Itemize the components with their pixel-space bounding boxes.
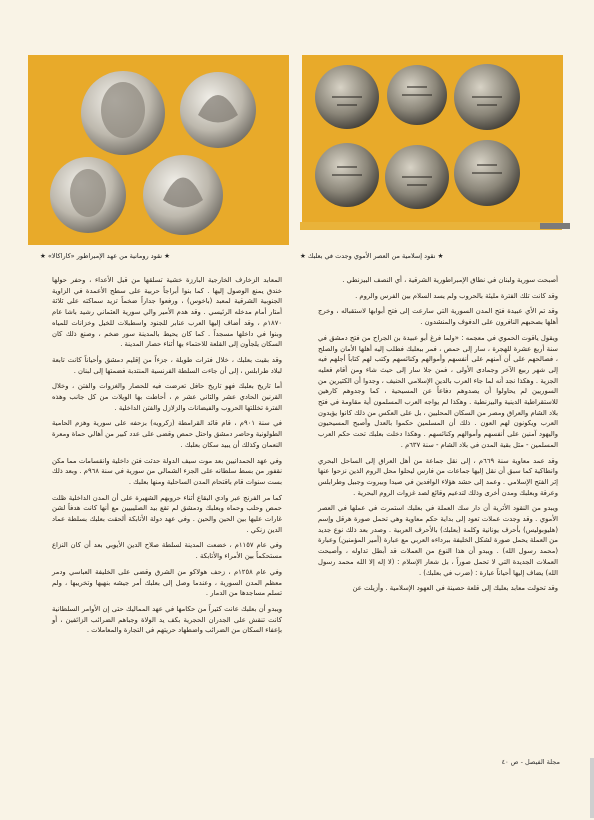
decorative-strip [300,222,562,230]
paragraph: المعابد الزخارف الخارجية البارزة خشية تسلقها من قبل الأعداء ، وحفر حولها خندق يمنع الوصول إليها . كما بنوا أبراجاً حربية على سطح الأعمدة في الزاوية الجنوبية الشرقية لمعبد (باخوس) ، ورفعوا جداراً ضخماً تزيد سماكته على ثلاثة أمتار أمام مدخله الرئيسي . وقد هدم الأمير والي سورية العثماني رشيد باشا عام ١٨٧٠م ، وقد أضاف إليها العرب عنابر للجنود واسطبلات للخيل وخزانات للمياه وبنوا في داخلها مسجداً . كما كان يحيط بالمدينة سور ضخم ، وصنع ذلك كان السكان يلجأون إلى القلعة للاحتماء بها أثناء حصار المدينة . [52,276,282,349]
left-column [52,275,282,641]
paragraph: وقد عمد معاوية سنة ٦٦٩م ، إلى نقل جماعة من أهل العراق إلى الساحل البحري وانطاكية كما سبق أن نقل إليها جماعات من فارس ليحلوا محل الروم الذين نزحوا عنها إثر الفتح الإسلامي . وعمد إلى حشد هؤلاء الوافدين في صيدا وبيروت وجبيل وطرابلس وعرقة وبعلبك ومدن أخرى وذلك لتدعيم وقائع لصد غزوات الروم البحرية . [318,456,558,497]
page-footer: مجلة الفيصل - ص ٤٠ [501,758,560,766]
edge-strip [590,758,594,818]
paragraph: أصبحت سورية ولبنان في نطاق الإمبراطورية الشرقية ، أي النصف البيزنطي . [342,276,558,284]
roman-coins-photo [28,55,289,245]
paragraph: كما مر الفرنج عبر وادي البقاع أثناء حروبهم الشهيرة على أن المدن الداخلية ظلت حمص وحلب وحماه وبعلبك ودمشق لم تقع بيد الصليبيين مع أنها كانت هدفاً لشن غارات عليها بين الحين والحين . وفي عهد دولة الأتابكة ألحقت بعلبك بسلطة عماد الدين زنكي . [52,493,282,534]
paragraph: وفي عام ١١٥٧م ، خضعت المدينة لسلطة صلاح الدين الأيوبي بعد أن كان النزاع مستحكماً بين الأمراء والأتابكة . [52,541,282,561]
paragraph: وقد كانت تلك الفترة مليئة بالحروب ولم يسد السلام بين الفرس والروم . [355,291,558,300]
decorative-strip-end [540,223,570,229]
paragraph: وقد تم الأي عبيدة فتح المدن السورية التي سارعت إلى فتح أبوابها لاستقباله ، وخرج أهلها بصحبهم النافرون على الدفوف والمنشدون . [318,307,558,327]
coins-image [302,55,563,223]
paragraph: ويقول ياقوت الحموي في معجمه : «ولما فرغ أبو عبيدة بن الجراح من فتح دمشق في سنة أربع عشرة للهجرة ، سار إلى حمص ، فمر ببعلبك فطلب إليه أهلها الأمان والصلح ، فصالحهم على أن آمنهم على أنفسهم وأموالهم وكنائسهم وكتب لهم كتاباً أجلهم فيه إلى شهر ربيع الآخر وجمادى الأولى ، فمن جلا سار إلى حيث شاء ومن أقام فعليه الجزية . وهكذا نجد أنه لما جاء العرب بالدين الإسلامي الحنيف ، وجدوا أن الكثيرين من السوريين لم يحاولوا أن يصدوهم دفاعاً عن المسيحية ، كما وجدوهم كارهين للاستقراطية الدينية والبيزنطية . وهكذا لم يواجه العرب المسلمون أية مقاومة في فتح بلاد الشام والعراق ومصر من السكان المحليين ، بل على العكس من ذلك كانوا يؤيدون العرب ويكونون لهم العون . ذلك أن المسلمين حكموا بالعدل وأصبح المسيحيون واليهود آمنين على أنفسهم وأموالهم وكنائسهم . وهكذا دخلت بعلبك تحت حكم العرب المسلمين - مثل بقية المدن في بلاد الشام - سنة ٦٣٧م . [318,333,558,449]
right-column [318,275,558,599]
paragraph: وقد تحولت معابد بعلبك إلى قلعة حصينة في العهود الإسلامية . وأزيلت عن [352,584,558,593]
right-photo-caption: ★ نقود إسلامية من العصر الأموي وجدت في بعلبك ★ [300,252,444,260]
paragraph: وفي عهد الحمدانيين بعد موت سيف الدولة حدثت فتن داخلية وانقسامات مما مكن نقفور من بسط سلطانه على الجزء الشمالي من سورية في سنة ٩٦٨م . وبعد ذلك بست سنوات قام باقتحام المدن الساحلية ومنها بعلبك . [52,456,283,486]
paragraph: أما تاريخ بعلبك فهو تاريخ حافل تعرضت فيه للحصار والغزوات والفتن ، وخلال القرنين الحادي عشر والثاني عشر م ، أحاطت بها الويلات من كل جانب وهذه الفترة تخللتها الحروب والفيضانات والزلازل والفتن الداخلية . [52,382,282,412]
umayyad-coins-photo [302,55,563,223]
paragraph: ويبدو أن بعلبك عانت كثيراً من حكامها في عهد المماليك حتى إن الأوامر السلطانية كانت تنقش على الجدران الحجرية بكف يد الولاة وجباهم الضرائب الزائفين ، أو بإعفاء السكان من الضرائب واضطهاد حريتهم في التجارة والمعاملات . [52,604,282,635]
paragraph: في سنة ٩٠١م ، قام قائد القرامطة (زكرويه) بزحفه على سورية وهزم الحامية الطولونية وحاصر دمشق واحتل حمص وقضى على عدد كبير من أهالي حماة ومعرة النعمان وكذلك أن يبيد سكان بعلبك . [52,419,282,449]
paragraph: وفي عام ١٢٥٨م ، زحف هولاكو من الشرق وقضى على الخليفة العباسي ودمر معظم المدن السورية ، وعندما وصل إلى بعلبك أمر جيشه بنهبها وتخريبها ، ولم تسلم مساجدها من الدمار . [52,567,282,598]
left-photo-caption: ★ نقود رومانية من عهد الإمبراطور «كاراكالا» ★ [40,252,170,260]
paragraph: وقد بقيت بعلبك ، خلال فترات طويلة ، جزءاً من إقليم دمشق وأحياناً كانت تابعة لبلاد طرابلس ، إلى أن جاءت السلطة الفرنسية المنتدبة فضمتها إلى لبنان . [52,355,282,375]
paragraph: ويبدو من النقود الأثرية أن دار سك العملة في بعلبك استمرت في عملها في العصر الأموي . وقد وجدت عملات تعود إلى بداية حكم معاوية وهي تحمل صورة هرقل وإسم (هليوبوليس) بأحرف يونانية وكلمة (بعلبك) بالأحرف العربية . وصدر بعد ذلك نوع جديد من العملة يحمل صورة لشكل الخليفة ببرداءه العربي مع عبارة (أمير المؤمنين) وعبارة (محمد رسول الله) . ويبدو أن هذا النوع من العملات قد أبطل تداوله ، وأصبحت العملات الجديدة التي لا تحمل صوراً ، بل شعار الإسلام : (لا إله إلا الله محمد رسول الله) يضاف إليها أحياناً عبارة : (ضرب في بعلبك) . [318,504,558,577]
coins-image [28,55,289,245]
